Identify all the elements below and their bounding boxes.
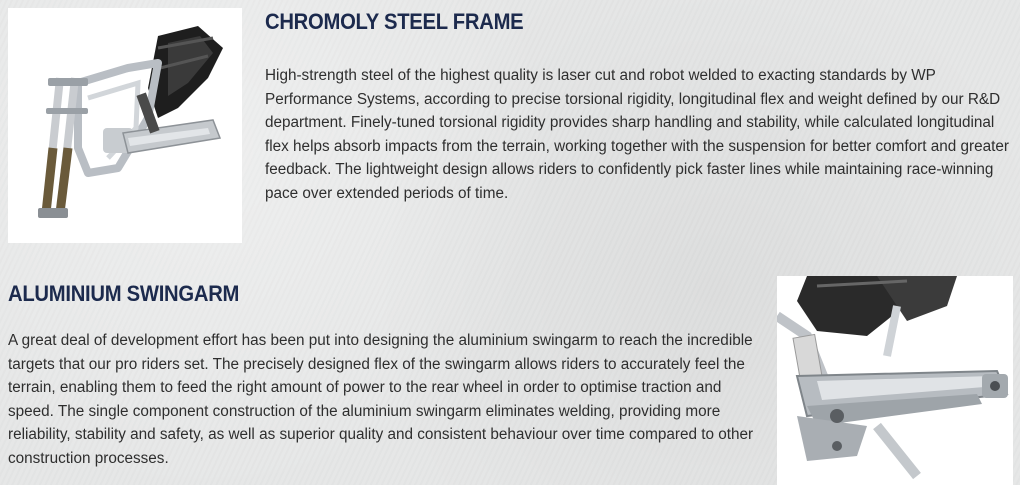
swingarm-description: A great deal of development effort has been put into designing the aluminium swingarm to reach the incredible targets that our pro riders set. The precisely designed flex of the swingarm allows riders to accurately feel the terrain, enabling them to feed the right amount of power to the rear wheel in order to optimise traction and speed. The single component construction of the aluminium swingarm eliminates welding, providing more reliability, stability and safety, as well as superior quality and consistent behaviour over time compared to other construction processes. [8,332,754,467]
frame-heading: CHROMOLY STEEL FRAME [265,9,524,34]
motorcycle-frame-illustration [8,8,242,243]
frame-photo [8,8,242,243]
frame-description: High-strength steel of the highest quality is laser cut and robot welded to exacting standards by WP Performance Systems, according to precise torsional rigidity, longitudinal flex and weight defined by our R&D department. Finely-tuned torsional rigidity provides sharp handling and stability, while calculated longitudinal flex helps absorb impacts from the terrain, working together with the suspension for better comfort and greater feedback. The lightweight design allows riders to confidently pick faster lines while maintaining race-winning pace over extended periods of time. [265,67,1009,202]
swingarm-photo [777,276,1013,485]
swingarm-illustration [777,276,1013,485]
swingarm-heading: ALUMINIUM SWINGARM [8,281,240,306]
